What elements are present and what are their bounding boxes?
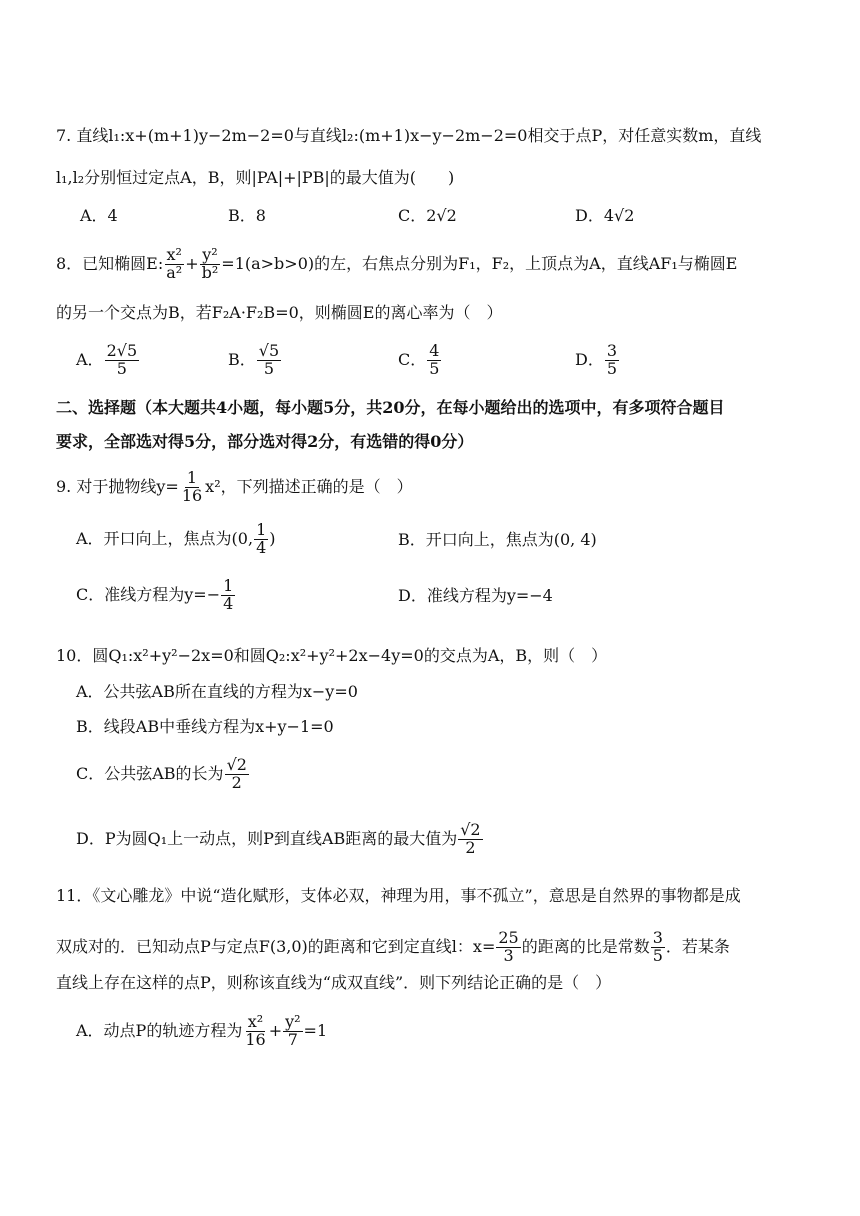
q9-option-c: C．准线方程为y=− $\frac{1}{4}$: [76, 576, 234, 613]
q10-option-b: B．线段AB中垂线方程为x+y−1=0: [76, 717, 334, 736]
q8-stem-line2: 的另一个交点为B，若F₂A·F₂B=0，则椭圆E的离心率为（ ）: [56, 303, 503, 322]
q7-option-a: A．4: [80, 206, 118, 225]
q11-stem-line2: 双成对的．已知动点P与定点F(3,0)的距离和它到定直线l：x= $\frac{25}{3}$ 的距离的比是常数 $\frac{3}{5}$ ．若某条: [56, 928, 730, 965]
q8-option-d: D． $\frac{3}{5}$: [575, 341, 618, 378]
q11-stem-line1: 11．《文心雕龙》中说“造化赋形，支体必双，神理为用，事不孤立”，意思是自然界的事物都是成: [56, 886, 741, 905]
q7-option-b: B．8: [228, 206, 266, 225]
q9-option-a: A．开口向上，焦点为(0, $\frac{1}{4}$ ): [76, 520, 276, 557]
q8-stem-line1: [56, 247, 737, 282]
q10-stem: 10．圆Q₁:x²+y²−2x=0和圆Q₂:x²+y²+2x−4y=0的交点为A，B，则（ ）: [56, 646, 608, 665]
q7-stem-line2: l₁,l₂分别恒过定点A，B，则|PA|+|PB|的最大值为( ): [56, 168, 455, 187]
q10-option-c: C．公共弦AB的长为 $\frac{√2}{2}$: [76, 755, 247, 792]
q9-option-d: D．准线方程为y=−4: [398, 586, 553, 605]
q8-fraction-x: $\frac{\text{x²}}{\text{a²}}$: [166, 245, 183, 282]
q8-stem-text: 8．已知椭圆E:: [56, 253, 164, 273]
q8-option-a: A． $\frac{2√5}{5}$: [76, 341, 138, 378]
q8-fraction-y: $\frac{\text{y²}}{\text{b²}}$: [201, 245, 219, 282]
q8-stem-text-cont: =1(a>b>0)的左，右焦点分别为F₁，F₂，上顶点为A，直线AF₁与椭圆E: [221, 253, 738, 273]
q7-option-d: D．4√2: [575, 206, 635, 225]
q10-option-a: A．公共弦AB所在直线的方程为x−y=0: [76, 682, 358, 701]
section2-heading-line2: 要求，全部选对得5分，部分选对得2分，有选错的得0分）: [56, 432, 474, 451]
q9-stem: 9. 对于抛物线y= $\frac{1}{16}$ x²，下列描述正确的是（ ）: [56, 468, 413, 505]
q11-stem-line3: 直线上存在这样的点P，则称该直线为“成双直线”．则下列结论正确的是（ ）: [56, 973, 612, 992]
q8-option-b: B． $\frac{√5}{5}$: [228, 341, 280, 378]
q9-option-b: B．开口向上，焦点为(0, 4): [398, 530, 597, 549]
q11-option-a: A．动点P的轨迹方程为 $\frac{\text{x²}}{16}$ + $\frac{\text{y²}}{7}$ =1: [76, 1012, 328, 1049]
q7-stem-line1: 7. 直线l₁:x+(m+1)y−2m−2=0与直线l₂:(m+1)x−y−2m−2=0相交于点P，对任意实数m，直线: [56, 126, 762, 145]
plus-sign: +: [185, 253, 199, 273]
section2-heading-line1: 二、选择题（本大题共4小题，每小题5分，共20分，在每小题给出的选项中，有多项符合题目: [56, 398, 725, 417]
q7-option-c: C．2√2: [398, 206, 457, 225]
q8-option-c: C． $\frac{4}{5}$: [398, 341, 440, 378]
q10-option-d: D．P为圆Q₁上一动点，则P到直线AB距离的最大值为 $\frac{√2}{2}$: [76, 820, 481, 857]
